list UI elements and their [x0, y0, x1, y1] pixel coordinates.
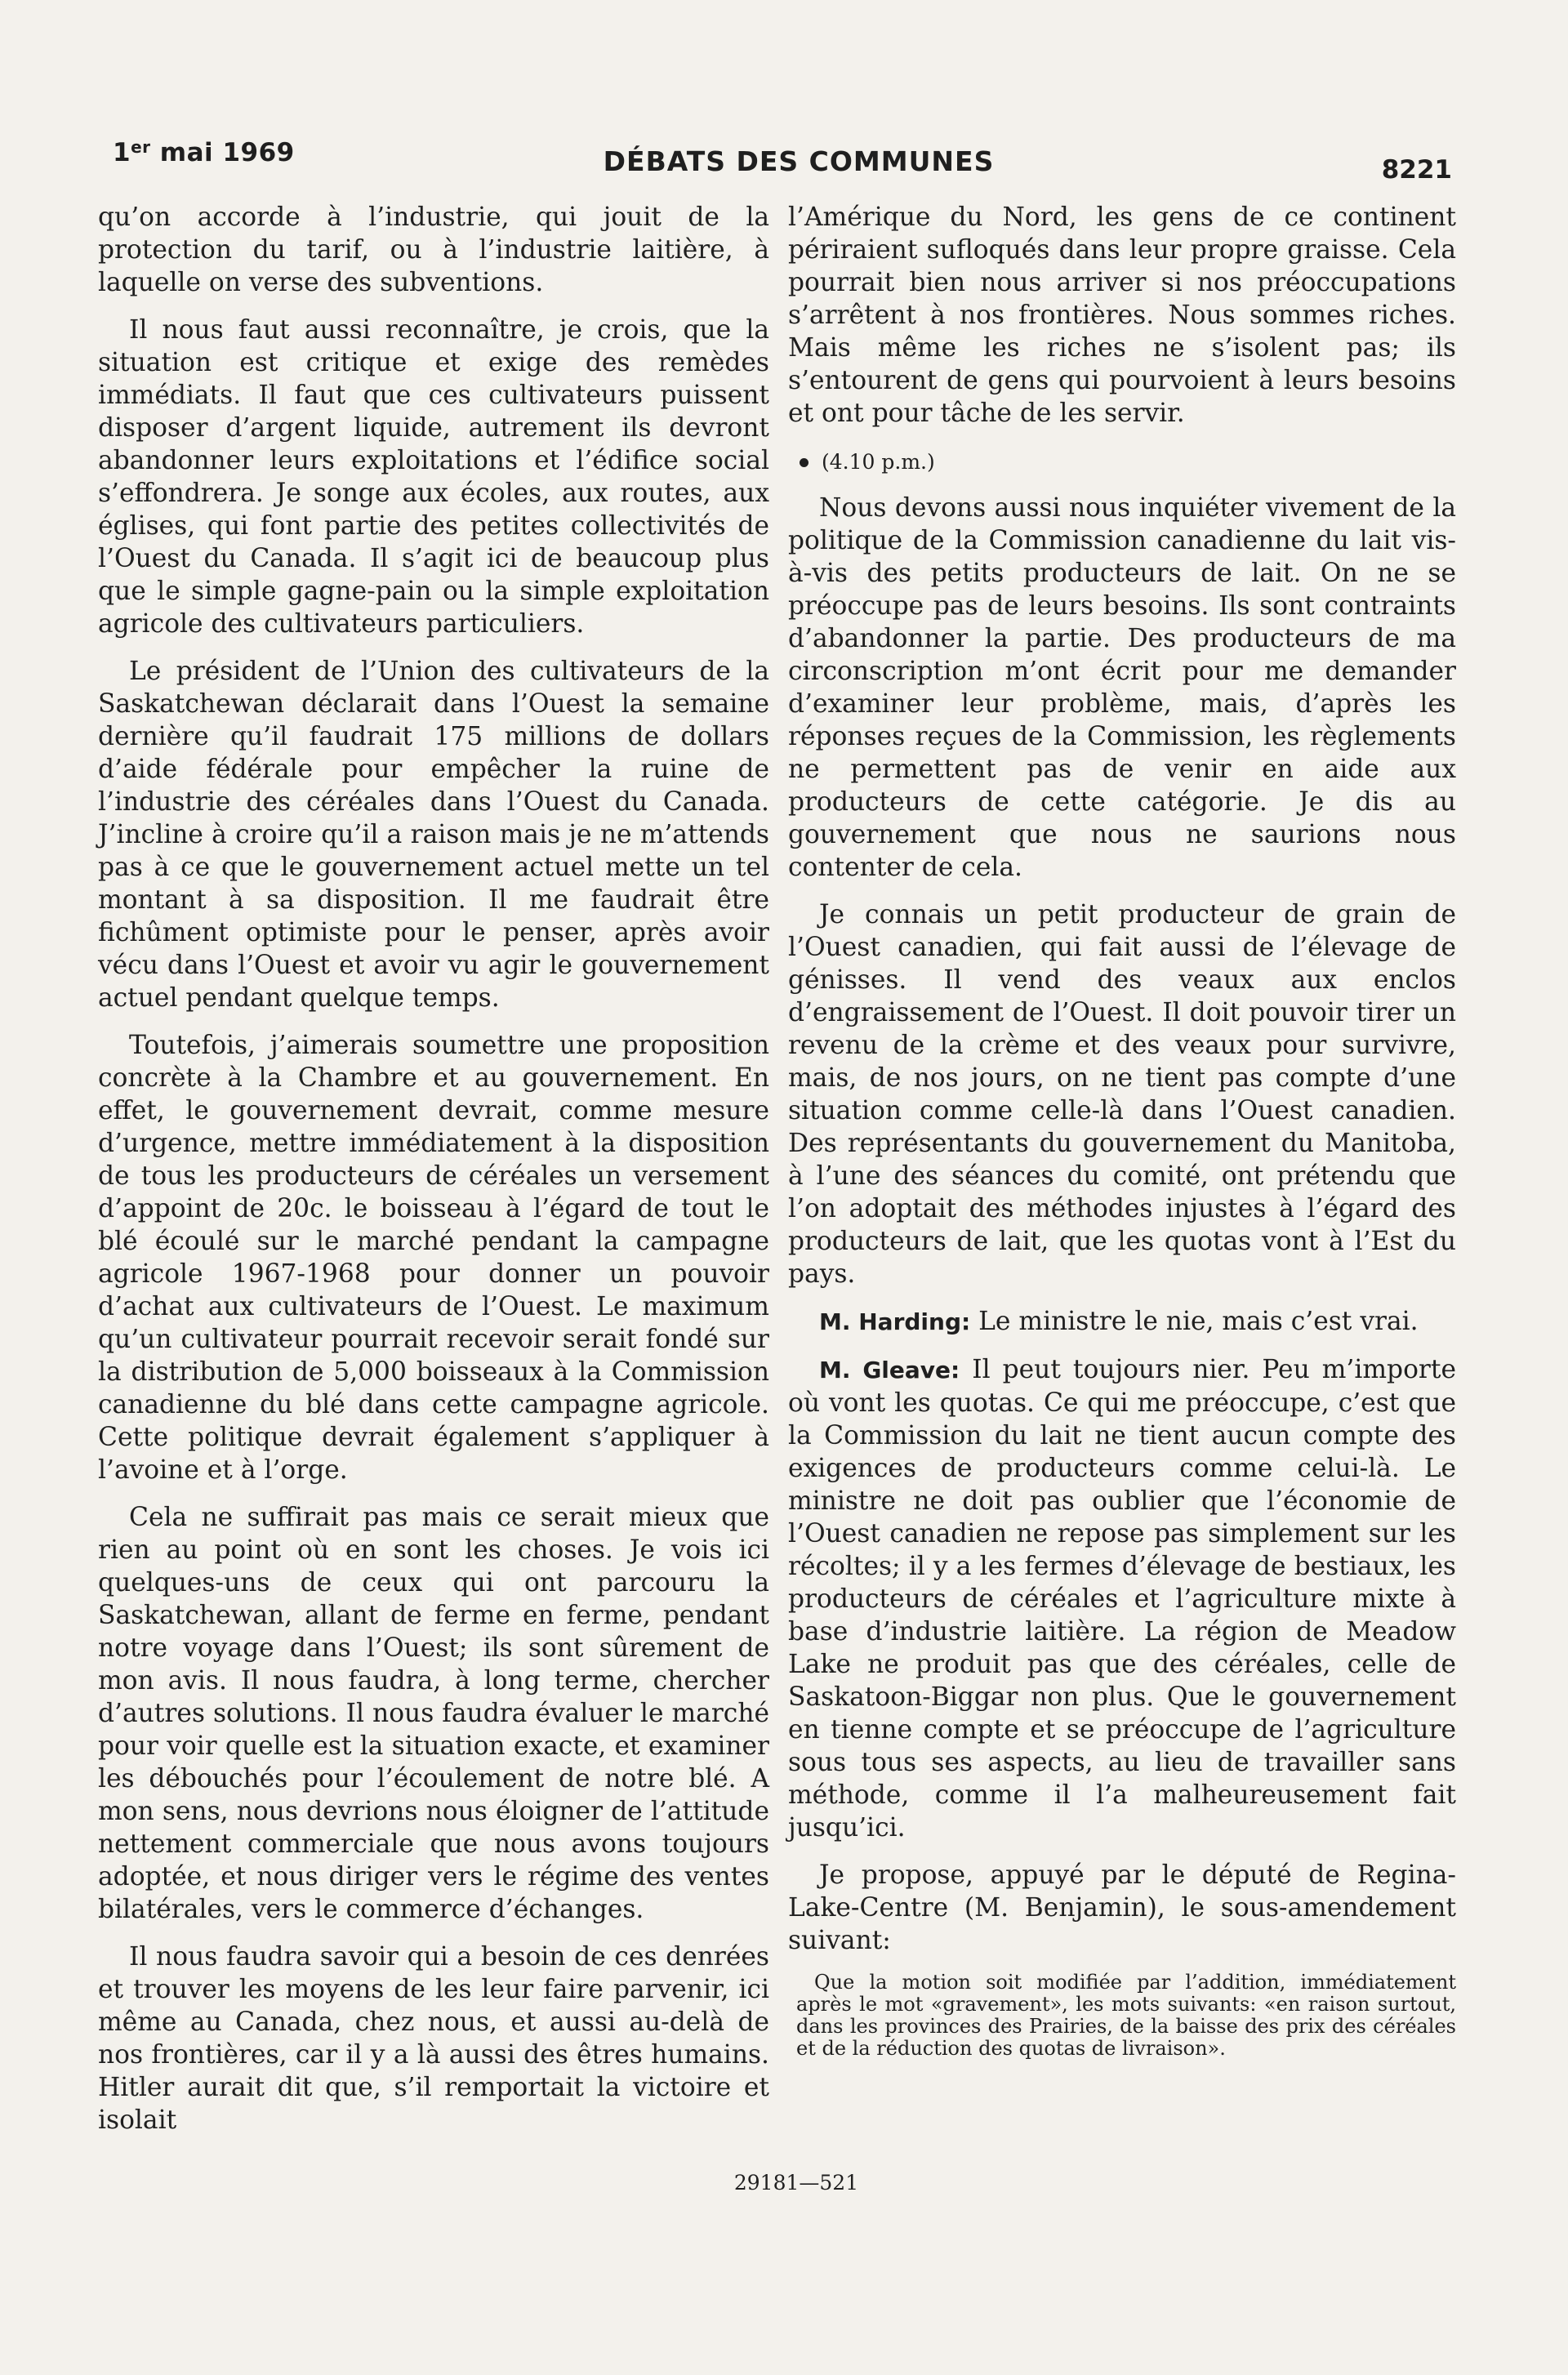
- left-paragraph-1: qu’on accorde à l’industrie, qui jouit de la protection du tarif, ou à l’industrie laitière, à laquelle on verse des subventions.: [98, 203, 769, 297]
- right-paragraph-1: l’Amérique du Nord, les gens de ce continent périraient sufloqués dans leur propre graisse. Cela pourrait bien nous arriver si nos préoccupations s’arrêtent à nos frontières. Nous sommes riches. Mais même les riches ne s’isolent pas; ils s’entourent de gens qui pourvoient à leurs besoins et ont pour tâche de les servir.: [788, 203, 1456, 428]
- time-marker-text: (4.10 p.m.): [822, 450, 935, 474]
- page-number: 8221: [1381, 155, 1452, 185]
- gleave-text: Il peut toujours nier. Peu m’importe où vont les quotas. Ce qui me préoccupe, c’est que la Commission du lait ne tient aucun compte des exigences de producteurs comme celui-là. Le ministre ne doit pas oublier que l’économie de l’Ouest canadien ne repose pas simplement sur les récoltes; il y a les fermes d’élevage de bestiaux, les producteurs de céréales et l’agriculture mixte à base d’industrie laitière. La région de Meadow Lake ne produit pas que des céréales, celle de Saskatoon-Biggar non plus. Que le gouvernement en tienne compte et se préoccupe de l’agriculture sous tous ses aspects, au lieu de travailler sans méthode, comme il l’a malheureusement fait jusqu’ici.: [788, 1355, 1456, 1843]
- left-paragraph-3: Le président de l’Union des cultivateurs de la Saskatchewan déclarait dans l’Ouest la semaine dernière qu’il faudrait 175 millions de dollars d’aide fédérale pour empêcher la ruine de l’industrie des céréales dans l’Ouest du Canada. J’incline à croire qu’il a raison mais je ne m’attends pas à ce que le gouvernement actuel mette un tel montant à sa disposition. Il me faudrait être fichûment optimiste pour le penser, après avoir vécu dans l’Ouest et avoir vu agir le gouvernement actuel pendant quelque temps.: [98, 657, 769, 1013]
- printer-code: 29181—521: [733, 2171, 859, 2195]
- left-paragraph-2: Il nous faut aussi reconnaître, je crois, que la situation est critique et exige des remèdes immédiats. Il faut que ces cultivateurs puissent disposer d’argent liquide, autrement ils devront abandonner leurs exploitations et l’édifice social s’effondrera. Je songe aux écoles, aux routes, aux églises, qui font partie des petites collectivités de l’Ouest du Canada. Il s’agit ici de beaucoup plus que le simple gagne-pain ou la simple exploitation agricole des cultivateurs particuliers.: [98, 315, 769, 639]
- header-date: 1er mai 1969: [113, 137, 295, 167]
- right-paragraph-2: Nous devons aussi nous inquiéter vivement de la politique de la Commission canadienne du lait vis-à-vis des petits producteurs de lait. On ne se préoccupe pas de leurs besoins. Ils sont contraints d’abandonner la partie. Des producteurs de ma circonscription m’ont écrit pour me demander d’examiner leur problème, mais, d’après les réponses reçues de la Commission, les règlements ne permettent pas de venir en aide aux producteurs de cette catégorie. Je dis au gouvernement que nous ne saurions nous contenter de cela.: [788, 493, 1456, 882]
- left-paragraph-6: Il nous faudra savoir qui a besoin de ces denrées et trouver les moyens de les leur faire parvenir, ici même au Canada, chez nous, et aussi au-delà de nos frontières, car il y a là aussi des êtres humains. Hitler aurait dit que, s’il remportait la victoire et isolait: [98, 1942, 769, 2135]
- left-column: [98, 201, 769, 2151]
- propose-paragraph: Je propose, appuyé par le député de Regina-Lake-Centre (M. Benjamin), le sous-amendement suivant:: [788, 1860, 1456, 1955]
- journal-title: DÉBATS DES COMMUNES: [603, 145, 995, 177]
- time-marker: [788, 449, 1456, 475]
- amendment-quote: Que la motion soit modifiée par l’addition, immédiatement après le mot «gravement», les mots suivants: «en raison surtout, dans les provinces des Prairies, de la baisse des prix des céréales et de la réduction des quotas de livraison».: [796, 1971, 1456, 2060]
- speaker-gleave: M. Gleave:: [819, 1357, 960, 1384]
- gleave-intervention: [788, 1353, 1456, 1844]
- left-paragraph-5: Cela ne suffirait pas mais ce serait mieux que rien au point où en sont les choses. Je vois ici quelques-uns de ceux qui ont parcouru la Saskatchewan, allant de ferme en ferme, pendant notre voyage dans l’Ouest; ils sont sûrement de mon avis. Il nous faudra, à long terme, chercher d’autres solutions. Il nous faudra évaluer le marché pour voir quelle est la situation exacte, et examiner les débouchés pour l’écoulement de notre blé. A mon sens, nous devrions nous éloigner de l’attitude nettement commerciale que nous avons toujours adoptée, et nous diriger vers le régime des ventes bilatérales, vers le commerce d’échanges.: [98, 1503, 769, 1924]
- harding-text: Le ministre le nie, mais c’est vrai.: [970, 1307, 1419, 1336]
- harding-intervention: [788, 1305, 1456, 1339]
- left-paragraph-4: Toutefois, j’aimerais soumettre une proposition concrète à la Chambre et au gouvernement. En effet, le gouvernement devrait, comme mesure d’urgence, mettre immédiatement à la disposition de tous les producteurs de céréales un versement d’appoint de 20c. le boisseau à l’égard de tout le blé écoulé sur le marché pendant la campagne agricole 1967-1968 pour donner un pouvoir d’achat aux cultivateurs de l’Ouest. Le maximum qu’un cultivateur pourrait recevoir serait fondé sur la distribution de 5,000 boisseaux à la Commission canadienne du blé dans cette campagne agricole. Cette politique devrait également s’appliquer à l’avoine et à l’orge.: [98, 1031, 769, 1485]
- bullet-icon: [800, 458, 808, 467]
- right-column: [788, 201, 1456, 2060]
- speaker-harding: M. Harding:: [819, 1308, 971, 1335]
- page-header: [113, 131, 1452, 188]
- right-paragraph-3: Je connais un petit producteur de grain de l’Ouest canadien, qui fait aussi de l’élevage de génisses. Il vend des veaux aux enclos d’engraissement de l’Ouest. Il doit pouvoir tirer un revenu de la crème et des veaux pour survivre, mais, de nos jours, on ne tient pas compte d’une situation comme celle-là dans l’Ouest canadien. Des représentants du gouvernement du Manitoba, à l’une des séances du comité, ont prétendu que l’on adoptait des méthodes injustes à l’égard des producteurs de lait, que les quotas vont à l’Est du pays.: [788, 900, 1456, 1289]
